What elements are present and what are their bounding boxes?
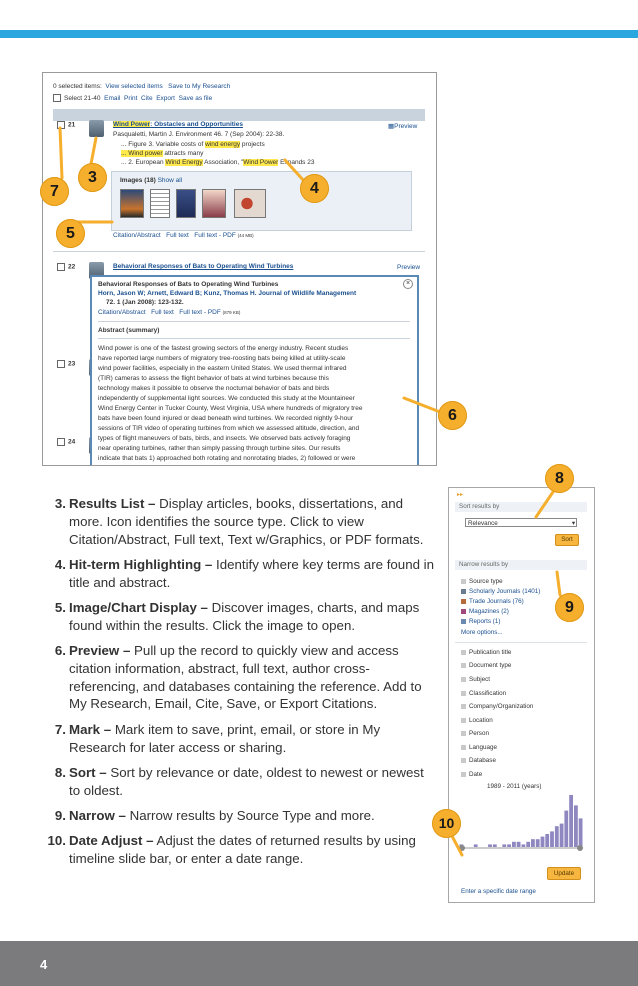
save-to-research-link[interactable]: Save to My Research — [168, 83, 231, 90]
more-options-link[interactable]: More options... — [461, 629, 503, 636]
source-magazines[interactable]: Magazines (2) — [461, 608, 509, 615]
callout-6: 6 — [438, 401, 467, 430]
abstract-label: Abstract (summary) — [98, 327, 160, 334]
callout-10: 10 — [432, 809, 461, 838]
source-reports[interactable]: Reports (1) — [461, 618, 501, 625]
preview-icon: ▦ — [388, 123, 395, 130]
result-21-snippet-2: ... Wind power attracts many — [121, 150, 204, 157]
pointer-4 — [285, 160, 304, 181]
sort-select-value: Relevance — [468, 520, 498, 527]
result-24-number: 24 — [68, 438, 76, 446]
cite-link[interactable]: Cite — [141, 95, 153, 102]
list-item: 10. Date Adjust – Adjust the dates of returned results by using timeline slide bar, or enter a date range. — [47, 833, 416, 867]
result-21-snippet-3: ... 2. European Wind Energy Association, "Wind Power Expands 23 — [121, 159, 315, 166]
facet-classification[interactable]: Classification — [461, 690, 506, 697]
preview-citation-abstract-link[interactable]: Citation/Abstract — [98, 309, 146, 316]
citation-abstract-link[interactable]: Citation/Abstract — [113, 232, 161, 239]
list-item: 4. Hit-term Highlighting – Identify where key terms are found in title and abstract. — [54, 556, 435, 590]
result-21-preview-link[interactable]: ▦Preview — [388, 123, 418, 130]
pdf-size: (44 MB) — [237, 233, 254, 238]
abstract-line: Wind power is one of the fastest growing sectors of the energy industry. Recent studies — [98, 345, 349, 352]
sort-button[interactable]: Sort — [555, 534, 579, 546]
pointer-6 — [404, 398, 440, 412]
abstract-line: sessions of TIR video of operating turbines from which we assessed altitude, direction, and — [98, 425, 360, 432]
pointer-8 — [536, 492, 553, 517]
images-label: Images (18) — [120, 177, 156, 184]
facet-company[interactable]: Company/Organization — [461, 703, 533, 710]
facet-location[interactable]: Location — [461, 717, 493, 724]
source-type-heading: Source type — [461, 578, 503, 585]
source-trade[interactable]: Trade Journals (76) — [461, 598, 524, 605]
callout-7: 7 — [40, 177, 69, 206]
abstract-line: wind power facilities, especially in the eastern United States. We used thermal infrared — [98, 365, 347, 372]
chevron-down-icon: ▾ — [571, 520, 575, 527]
list-item: 8. Sort – Sort by relevance or date, oldest to newest or newest to oldest. — [54, 764, 424, 798]
preview-citation: 72. 1 (Jan 2008): 123-132. — [106, 299, 184, 306]
sort-header: Sort results by — [455, 502, 587, 512]
facet-language[interactable]: Language — [461, 744, 497, 751]
result-22-number: 22 — [68, 263, 76, 271]
feature-list — [47, 495, 436, 875]
print-link[interactable]: Print — [124, 95, 138, 102]
email-link[interactable]: Email — [104, 95, 121, 102]
result-21-meta: Pasqualetti, Martin J. Environment 46. 7 (Sep 2004): 22-38. — [113, 131, 285, 138]
preview-full-text-pdf-link[interactable]: Full text - PDF — [179, 309, 221, 316]
page-number: 4 — [40, 957, 48, 972]
full-text-pdf-link[interactable]: Full text - PDF — [194, 232, 236, 239]
selected-count: 0 selected items: — [53, 83, 102, 90]
export-link[interactable]: Export — [156, 95, 175, 102]
list-item: 6. Preview – Pull up the record to quickly view and access citation information, abstract, full text, author cross-referencing, and databases containing the reference. Add to My Research, Email, Cite, Save, or Export Citations. — [54, 643, 422, 712]
pointer-9 — [557, 572, 560, 595]
abstract-line: bats have been found injured or dead beneath wind turbines. We recorded nightly 9-hour — [98, 415, 353, 422]
preview-authors[interactable]: Horn, Jason W; Arnett, Edward B; Kunz, Thomas H. Journal of Wildlife Management — [98, 290, 357, 297]
source-scholarly[interactable]: Scholarly Journals (1401) — [461, 588, 540, 595]
list-item: 7. Mark – Mark item to save, print, email, or store in My Research for later access or sharing. — [54, 721, 381, 755]
result-21-title-rest[interactable]: : Obstacles and Opportunities — [150, 121, 243, 128]
result-22-preview-link[interactable]: Preview — [397, 264, 421, 271]
abstract-line: have reported large numbers of migratory tree-roosting bats being killed at utility-scale — [98, 355, 346, 362]
preview-title: Behavioral Responses of Bats to Operating Wind Turbines — [98, 281, 279, 288]
callout-8: 8 — [545, 464, 574, 493]
callout-9: 9 — [555, 593, 584, 622]
pointer-7 — [60, 128, 62, 178]
result-21-snippet-1: ... Figure 3. Variable costs of wind energy projects — [121, 141, 265, 148]
narrow-header: Narrow results by — [455, 560, 587, 570]
preview-close-button[interactable]: × — [403, 279, 413, 289]
callout-5: 5 — [56, 219, 85, 248]
abstract-line: (TIR) cameras to assess the flight behavior of bats at wind turbines because this — [98, 375, 329, 382]
preview-full-text-link[interactable]: Full text — [151, 309, 174, 316]
facet-subject[interactable]: Subject — [461, 676, 490, 683]
result-23-number: 23 — [68, 360, 76, 368]
abstract-line: Wind Energy Center in Tucker County, West Virginia, USA where hundreds of migratory tree — [98, 405, 363, 412]
specific-date-link[interactable]: Enter a specific date range — [461, 888, 536, 895]
save-as-file-link[interactable]: Save as file — [178, 95, 213, 102]
list-item: 9. Narrow – Narrow results by Source Type and more. — [54, 807, 375, 823]
abstract-line: indicate that bats 1) approached both rotating and nonrotating blades, 2) followed or were — [98, 455, 356, 462]
abstract-line: technology makes it possible to observe the nocturnal behavior of bats and birds — [98, 385, 330, 392]
list-item: 3. Results List – Display articles, books, dissertations, and more. Icon identifies the source type. Click to view Citation/Abstract, Full text, Text w/Graphics, or PDF formats. — [54, 496, 424, 547]
facet-date[interactable]: Date — [461, 771, 482, 778]
abstract-line: types of flight maneuvers of bats, birds, and insects. We observed bats actively foraging — [98, 435, 351, 442]
callout-3: 3 — [78, 163, 107, 192]
abstract-line: independently of supplemental light sources. We conducted this study at the Mountaineer — [98, 395, 355, 402]
update-button[interactable]: Update — [547, 867, 581, 880]
collapse-icon[interactable]: ▸▸ — [457, 492, 464, 498]
preview-pdf-size: (879 KB) — [222, 310, 241, 315]
result-21-title-hit[interactable]: Wind Power — [113, 121, 151, 128]
list-item: 5. Image/Chart Display – Discover images, charts, and maps found within the results. Click the image to open. — [54, 599, 420, 633]
facet-document-type[interactable]: Document type — [461, 662, 511, 669]
result-21-number: 21 — [68, 121, 76, 129]
pointer-10 — [452, 836, 462, 855]
abstract-line: near operating turbines, rather than simply passing through turbine sites. Our results — [98, 445, 341, 452]
date-range-label: 1989 - 2011 (years) — [487, 783, 542, 790]
facet-database[interactable]: Database — [461, 757, 496, 764]
facet-publication-title[interactable]: Publication title — [461, 649, 511, 656]
page-footer — [0, 941, 638, 986]
full-text-link[interactable]: Full text — [166, 232, 189, 239]
result-22-title[interactable]: Behavioral Responses of Bats to Operating Wind Turbines — [113, 263, 294, 270]
view-selected-link[interactable]: View selected items — [105, 83, 163, 90]
select-range-label: Select 21-40 — [64, 95, 101, 102]
callout-4: 4 — [300, 174, 329, 203]
facet-person[interactable]: Person — [461, 730, 489, 737]
show-all-images-link[interactable]: Show all — [157, 177, 183, 184]
